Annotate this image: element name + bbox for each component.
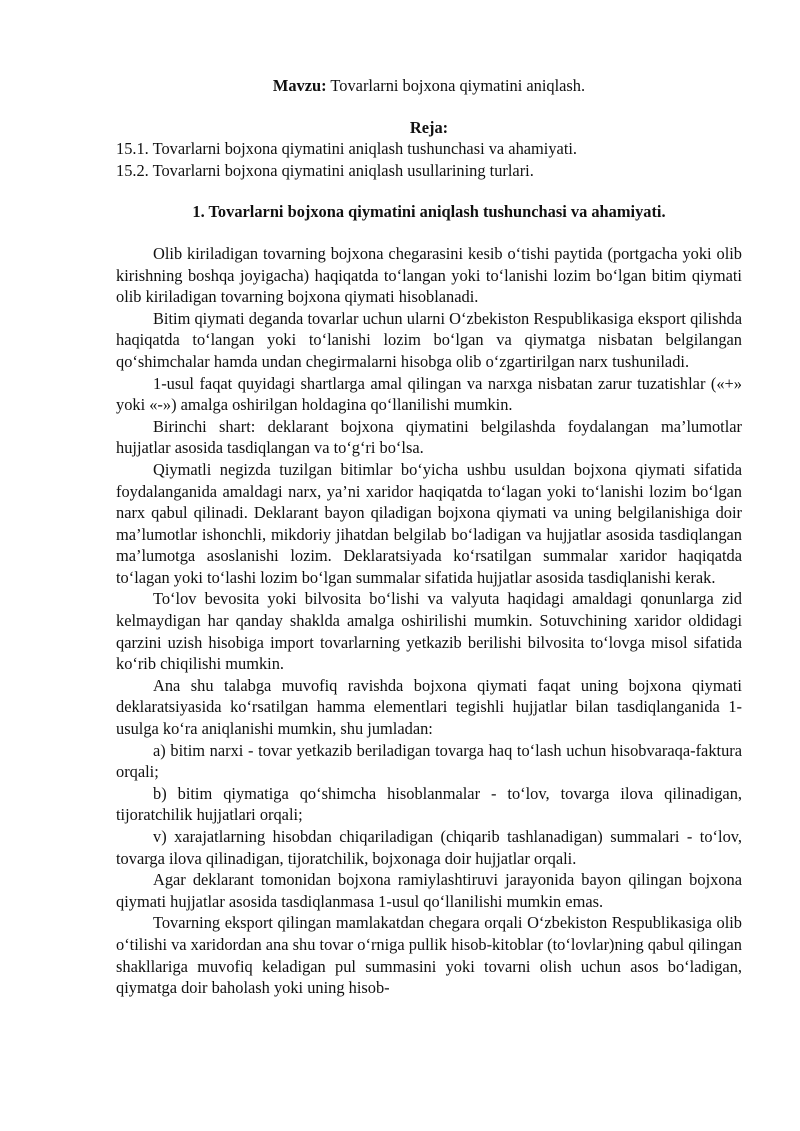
paragraph-5: Qiymatli negizda tuzilgan bitimlar bo‘yicha ushbu usuldan bojxona qiymati sifatida foydalanganida amaldagi narx, ya’ni xaridor haqiqatda to‘lagan yoki to‘lanishi lozim bo‘lgan narx qabul qilinadi. Deklarant bayon qiladigan bojxona qiymati va uning belgilanishiga doir ma’lumotlar ishonchli, mikdoriy jihatdan belgilab bo‘ladigan va hujjatlar asosida tasdiqlangan ma’lumotga asoslanishi lozim. Deklaratsiyada ko‘rsatilgan summalar xaridor haqiqatda to‘lagan yoki to‘lashi lozim bo‘lgan summalar sifatida hujjatlar asosida tasdiqlanishi kerak. xyxy=(116,459,742,587)
list-item-v: v) xarajatlarning hisobdan chiqariladigan (chiqarib tashlanadigan) summalari - to‘lov, tovarga ilova qilinadigan, tijoratchilik, bojxonaga doir hujjatlar orqali. xyxy=(116,827,742,868)
topic-text: Tovarlarni bojxona qiymatini aniqlash. xyxy=(326,76,586,95)
plan-item-2: 15.2. Tovarlarni bojxona qiymatini aniqlash usullarining turlari. xyxy=(116,160,534,180)
list-item-a: a) bitim narxi - tovar yetkazib beriladigan tovarga haq to‘lash uchun hisobvaraqa-faktura orqali; xyxy=(116,740,742,782)
paragraph-7: Ana shu talabga muvofiq ravishda bojxona qiymati faqat uning bojxona qiymati deklaratsiyasida ko‘rsatilgan hamma elementlari tegishli hujjatlar bilan tasdiqlanganida 1-usulga ko‘ra aniqlanishi mumkin, shu jumladan: xyxy=(116,675,742,739)
list-item-b: b) bitim qiymatiga qo‘shimcha hisoblanmalar - to‘lov, tovarga ilova qilinadigan, tijoratchilik hujjatlari orqali; xyxy=(116,783,742,825)
paragraph-8: Agar deklarant tomonidan bojxona ramiylashtiruvi jarayonida bayon qilingan bojxona qiymati hujjatlar asosida tasdiqlanmasa 1-usul qo‘llanilishi mumkin emas. xyxy=(116,870,742,911)
topic-heading xyxy=(116,75,742,97)
paragraph-2: Bitim qiymati deganda tovarlar uchun ularni O‘zbekiston Respublikasiga eksport qilishda haqiqatda to‘langan yoki to‘lanishi lozim bo‘lgan va qiymatga nisbatan belgilangan qo‘shimchalar hamda undan chegirmalarni hisobga olib o‘zgartirilgan narx tushuniladi. xyxy=(116,308,742,371)
topic-label: Mavzu: xyxy=(272,76,327,95)
section-title: 1. Tovarlarni bojxona qiymatini aniqlash tushunchasi va ahamiyati. xyxy=(192,202,666,222)
paragraph-4: Birinchi shart: deklarant bojxona qiymatini belgilashda foydalangan ma’lumotlar hujjatlar asosida tasdiqlangan va to‘g‘ri bo‘lsa. xyxy=(116,416,742,458)
paragraph-3: 1-usul faqat quyidagi shartlarga amal qilingan va narxga nisbatan zarur tuzatishlar («+» yoki «-») amalga oshirilgan holdagina qo‘llanilishi mumkin. xyxy=(116,373,742,415)
paragraph-9: Tovarning eksport qilingan mamlakatdan chegara orqali O‘zbekiston Respublikasiga olib o‘tilishi va xaridordan ana shu tovar o‘rniga pullik hisob-kitoblar (to‘lovlar)ning qabul qilingan shakllariga muvofiq keladigan pul summasini yoki tovarni olish uchun asos bo‘ladigan, qiymatga doir baholash yoki uning hisob- xyxy=(116,913,742,998)
plan-title: Reja: xyxy=(409,117,449,137)
paragraph-1: Olib kiriladigan tovarning bojxona chegarasini kesib o‘tishi paytida (portgacha yoki olib kirishning boshqa joyigacha) haqiqatda to‘langan yoki to‘lanishi lozim bo‘lgan bitim qiymati olib kiriladigan tovarning bojxona qiymati hisoblanadi. xyxy=(116,243,742,307)
plan-item-1: 15.1. Tovarlarni bojxona qiymatini aniqlash tushunchasi va ahamiyati. xyxy=(116,139,578,159)
document-page xyxy=(116,75,742,999)
paragraph-6: To‘lov bevosita yoki bilvosita bo‘lishi va valyuta haqidagi amaldagi qonunlarga zid kelmaydigan har qanday shaklda amalga oshirilishi mumkin. Sotuvchining xaridor oldidagi qarzini uzish hisobiga import tovarlarning yetkazib berilishi bilvosita to‘lovga misol sifatida ko‘rib chiqilishi mumkin. xyxy=(116,589,742,674)
